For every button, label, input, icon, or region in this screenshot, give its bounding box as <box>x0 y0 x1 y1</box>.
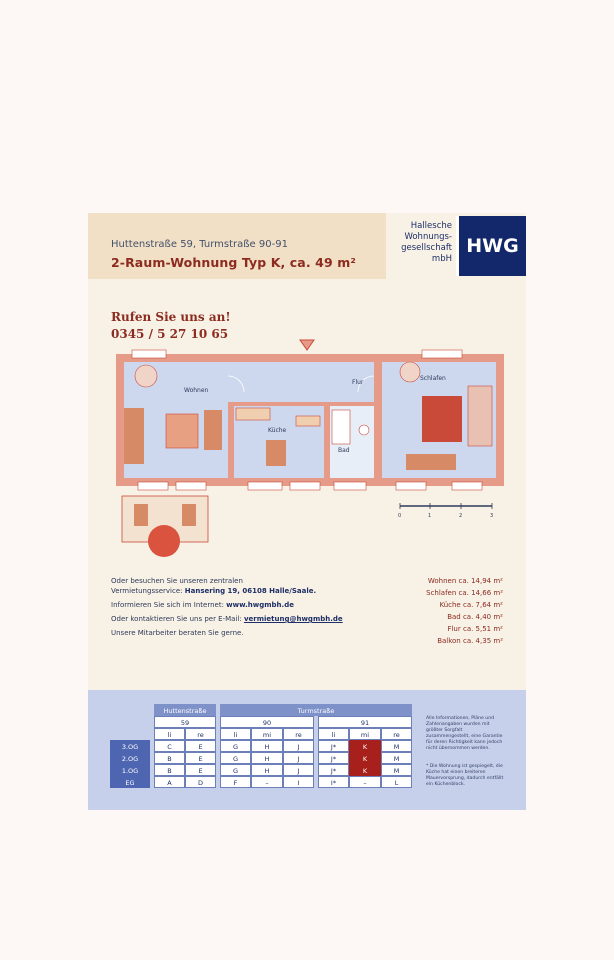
dining-table <box>135 365 157 387</box>
table-cell: M <box>381 764 412 776</box>
info-label: Informieren Sie sich im Internet: <box>111 601 224 609</box>
table-cell: B <box>154 752 185 764</box>
side-label: li <box>318 728 349 740</box>
apartment-title: 2-Raum-Wohnung Typ K, ca. 49 m² <box>111 255 356 270</box>
side-label: re <box>185 728 216 740</box>
table-cell-highlight: K <box>349 752 381 764</box>
parasol <box>148 525 180 557</box>
table-cell: F <box>220 776 251 788</box>
email-link[interactable]: vermietung@hwgmbh.de <box>243 615 343 623</box>
side-label: mi <box>251 728 283 740</box>
table-cell: G <box>220 764 251 776</box>
address: Huttenstraße 59, Turmstraße 90-91 <box>111 239 288 250</box>
area-line: Flur ca. 5,51 m² <box>447 625 503 633</box>
table-cell: J <box>283 740 314 752</box>
label-wohnen: Wohnen <box>184 387 209 394</box>
bathtub <box>332 410 350 444</box>
area-line: Schlafen ca. 14,66 m² <box>426 589 503 597</box>
cabinet <box>204 410 222 450</box>
side-label: li <box>220 728 251 740</box>
scale-label: 1 <box>428 513 432 519</box>
area-line: Küche ca. 7,64 m² <box>439 601 503 609</box>
mirror-note: * Die Wohnung ist gespiegelt, die Küche hat einen breiteren Mauervorsprung, dadurch entfällt ein Küchenblock. <box>426 764 504 787</box>
info-line: Unsere Mitarbeiter beraten Sie gerne. <box>111 629 244 637</box>
table-cell: E <box>185 740 216 752</box>
info-line <box>111 615 343 623</box>
side-label: li <box>154 728 185 740</box>
phone-number[interactable]: 0345 / 5 27 10 65 <box>111 327 229 341</box>
table-cell: H <box>251 740 283 752</box>
side-label: re <box>381 728 412 740</box>
table-cell: E <box>185 752 216 764</box>
header-band <box>88 213 386 279</box>
table-cell: I <box>283 776 314 788</box>
floor-label: 2.OG <box>110 752 150 764</box>
table-cell: G <box>220 752 251 764</box>
table-cell: J* <box>318 752 349 764</box>
table-cell: – <box>349 776 381 788</box>
bed <box>422 396 462 442</box>
table-cell: G <box>220 740 251 752</box>
house-number: 91 <box>318 716 412 728</box>
house-number: 90 <box>220 716 314 728</box>
area-line: Wohnen ca. 14,94 m² <box>427 577 503 585</box>
table-cell: – <box>251 776 283 788</box>
table-cell: E <box>185 764 216 776</box>
company-name-line: mbH <box>431 254 452 264</box>
info-label: Vermietungsservice: <box>111 587 183 595</box>
area-line: Bad ca. 4,40 m² <box>447 613 503 621</box>
info-label: Oder kontaktieren Sie uns per E-Mail: <box>111 615 242 623</box>
side-label: mi <box>349 728 381 740</box>
table-cell: H <box>251 752 283 764</box>
label-kueche: Küche <box>268 427 287 434</box>
floor-plan <box>116 336 516 568</box>
street-header: Huttenstraße <box>154 704 216 716</box>
call-heading: Rufen Sie uns an! <box>111 310 231 324</box>
scale-label: 3 <box>490 513 494 519</box>
info-line <box>111 601 294 609</box>
table-cell: L <box>381 776 412 788</box>
table-cell: A <box>154 776 185 788</box>
table-cell: M <box>381 740 412 752</box>
company-name-line: Wohnungs- <box>404 232 452 242</box>
disclaimer-note: Alle Informationen, Pläne und Zahlenangaben wurden mit größter Sorgfalt zusammengestellt, eine Garantie für deren Richtigkeit kann jedoch nicht übernommen werden. <box>426 716 503 751</box>
table-cell-highlight: K <box>349 740 381 752</box>
table-cell: D <box>185 776 216 788</box>
side-label: re <box>283 728 314 740</box>
company-name-line: gesellschaft <box>401 243 452 253</box>
table-cell: J* <box>318 740 349 752</box>
label-flur: Flur <box>352 379 364 386</box>
entrance-arrow-icon <box>300 340 314 350</box>
table-cell: H <box>251 764 283 776</box>
house-number: 59 <box>154 716 216 728</box>
table-cell: M <box>381 752 412 764</box>
table-cell-highlight: K <box>349 764 381 776</box>
sofa <box>124 408 144 464</box>
table-cell: C <box>154 740 185 752</box>
floor-label: 1.OG <box>110 764 150 776</box>
table-cell: J <box>283 764 314 776</box>
street-header: Turmstraße <box>220 704 412 716</box>
table-cell: I* <box>318 776 349 788</box>
label-schlafen: Schlafen <box>420 375 446 382</box>
hwg-logo <box>456 216 526 276</box>
floor-label: 3.OG <box>110 740 150 752</box>
table-cell: J <box>283 752 314 764</box>
company-name <box>390 221 452 265</box>
website-link[interactable]: www.hwgmbh.de <box>226 601 294 609</box>
expose-sheet <box>88 213 526 810</box>
office-address: Hansering 19, 06108 Halle/Saale. <box>184 587 317 595</box>
table-cell: B <box>154 764 185 776</box>
scale-label: 2 <box>459 513 463 519</box>
floor-label: EG <box>110 776 150 788</box>
company-name-line: Hallesche <box>410 221 452 231</box>
info-line: Oder besuchen Sie unseren zentralen <box>111 577 243 585</box>
area-line: Balkon ca. 4,35 m² <box>437 637 503 645</box>
info-line <box>111 587 316 595</box>
scale-label: 0 <box>398 513 402 519</box>
hwg-logo-text: HWG <box>466 235 519 257</box>
table-cell: J* <box>318 764 349 776</box>
apartment-table-section <box>88 690 526 810</box>
rug <box>166 414 198 448</box>
label-bad: Bad <box>338 447 350 454</box>
room-flur <box>228 362 388 402</box>
